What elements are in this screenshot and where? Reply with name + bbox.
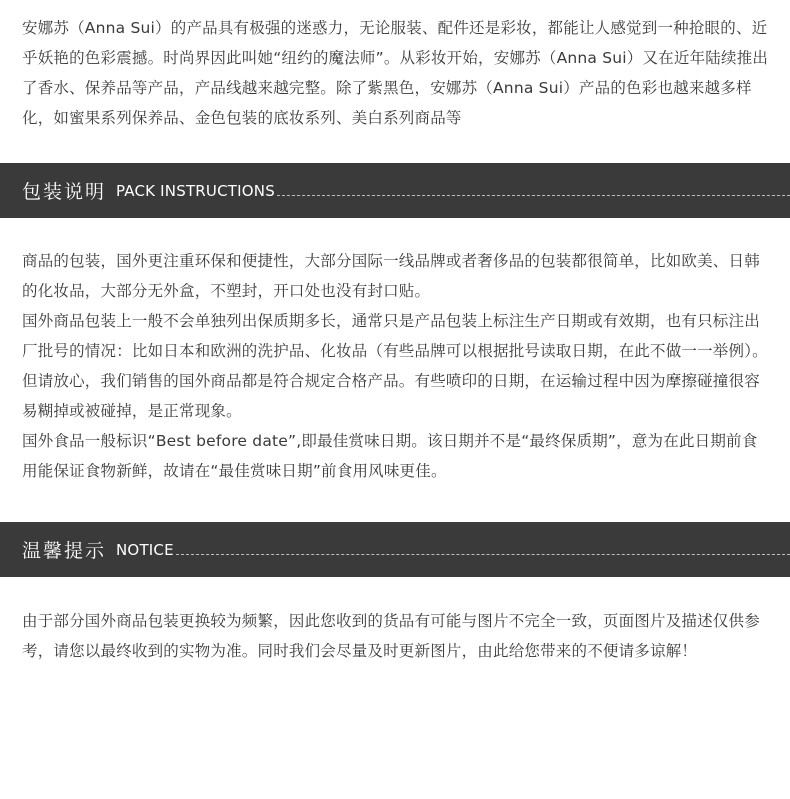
notice-header (0, 522, 790, 577)
notice-paragraph: 由于部分国外商品包装更换较为频繁，因此您收到的货品有可能与图片不完全一致，页面图片及描述仅供参考，请您以最终收到的实物为准。同时我们会尽量及时更新图片，由此给您带来的不便请多谅解！ (22, 612, 760, 660)
pack-paragraph: 国外食品一般标识“Best before date”,即最佳赏味日期。该日期并不是“最终保质期”，意为在此日期前食用能保证食物新鲜，故请在“最佳赏味日期”前食用风味更佳。 (22, 432, 758, 480)
section-title-cn: 包装说明 (22, 181, 107, 203)
dashed-divider (176, 554, 790, 555)
pack-paragraph: 商品的包装，国外更注重环保和便捷性，大部分国际一线品牌或者奢侈品的包装都很简单，比如欧美、日韩的化妆品，大部分无外盒，不塑封，开口处也没有封口贴。 (22, 252, 760, 300)
dashed-divider (277, 195, 790, 196)
section-title-cn: 温馨提示 (22, 540, 107, 562)
section-title-en: NOTICE (116, 540, 174, 559)
pack-paragraph: 国外商品包装上一般不会单独列出保质期多长，通常只是产品包装上标注生产日期或有效期，也有只标注出厂批号的情况：比如日本和欧洲的洗护品、化妆品（有些品牌可以根据批号读取日期，在此不做一一举例）。但请放心，我们销售的国外商品都是符合规定合格产品。有些喷印的日期，在运输过程中因为摩擦碰撞很容易糊掉或被碰掉，是正常现象。 (22, 312, 768, 420)
notice-body (22, 606, 772, 666)
section-title-en: PACK INSTRUCTIONS (116, 181, 275, 200)
pack-instructions-header (0, 163, 790, 218)
pack-instructions-body (22, 246, 772, 486)
intro-paragraph (22, 13, 772, 133)
intro-text: 安娜苏（Anna Sui）的产品具有极强的迷惑力，无论服装、配件还是彩妆，都能让人感觉到一种抢眼的、近乎妖艳的色彩震撼。时尚界因此叫她“纽约的魔法师”。从彩妆开始，安娜苏（Anna Sui）又在近年陆续推出了香水、保养品等产品，产品线越来越完整。除了紫黑色，安娜苏（Anna Sui）产品的色彩也越来越多样化，如蜜果系列保养品、金色包装的底妆系列、美白系列商品等 (22, 19, 769, 127)
